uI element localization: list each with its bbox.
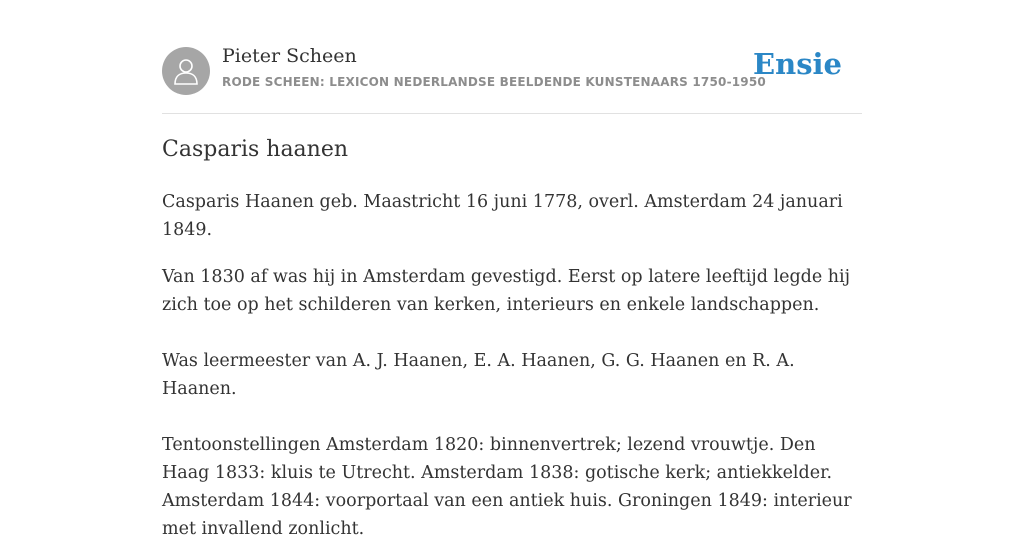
- brand-logo[interactable]: Ensie: [753, 47, 842, 81]
- source-title[interactable]: RODE SCHEEN: LEXICON NEDERLANDSE BEELDENDE KUNSTENAARS 1750-1950: [222, 75, 766, 89]
- paragraph-exhibitions: Tentoonstellingen Amsterdam 1820: binnenvertrek; lezend vrouwtje. Den Haag 1833: kluis te Utrecht. Amsterdam 1838: gotische kerk; antiekkelder. Amsterdam 1844: voorportaal van een antiek huis. Groningen 1849: interieur met invallend zonlicht.: [162, 435, 852, 539]
- article-body: [162, 188, 862, 543]
- paragraph-students: Was leermeester van A. J. Haanen, E. A. Haanen, G. G. Haanen en R. A. Haanen.: [162, 351, 795, 399]
- avatar[interactable]: [162, 47, 210, 95]
- paragraph-career: Van 1830 af was hij in Amsterdam gevestigd. Eerst op latere leeftijd legde hij zich toe op het schilderen van kerken, interieurs en enkele landschappen.: [162, 267, 851, 315]
- page-title: Casparis haanen: [162, 137, 349, 162]
- author-name[interactable]: Pieter Scheen: [222, 45, 357, 67]
- user-icon: [173, 57, 199, 85]
- paragraph-birth-death: Casparis Haanen geb. Maastricht 16 juni 1778, overl. Amsterdam 24 januari 1849.: [162, 192, 843, 240]
- article-card: [162, 0, 862, 539]
- article-header: [162, 0, 862, 114]
